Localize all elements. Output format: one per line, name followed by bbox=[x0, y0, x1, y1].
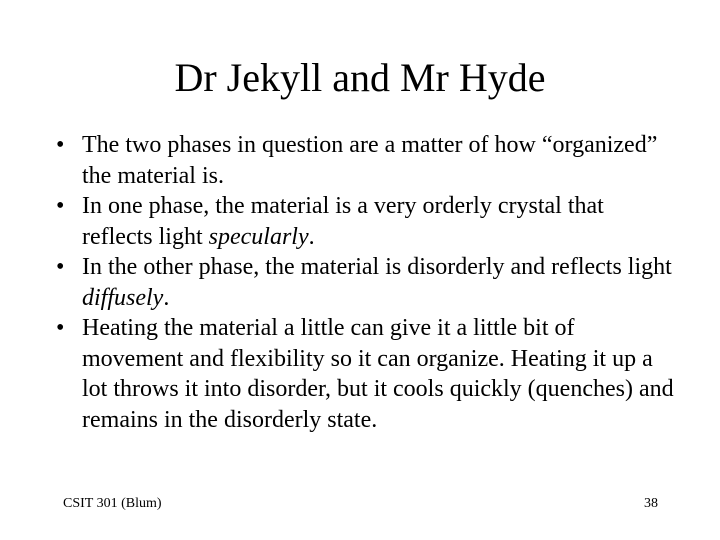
bullet-text bbox=[82, 132, 657, 189]
bullet-item-2 bbox=[56, 191, 676, 252]
bullet-text bbox=[82, 254, 672, 311]
bullet-text-main: In one phase, the material is a very orderly crystal that reflects light bbox=[82, 193, 604, 250]
page-number: 38 bbox=[644, 496, 658, 511]
bullet-icon: • bbox=[56, 254, 65, 280]
bullet-text-emphasis: specularly bbox=[208, 223, 309, 250]
bullet-icon: • bbox=[56, 132, 65, 158]
bullet-item-1 bbox=[56, 130, 676, 191]
footer-course-label: CSIT 301 (Blum) bbox=[63, 496, 162, 511]
bullet-icon: • bbox=[56, 315, 65, 341]
bullet-icon: • bbox=[56, 193, 65, 219]
bullet-text bbox=[82, 315, 674, 433]
slide-title: Dr Jekyll and Mr Hyde bbox=[174, 55, 546, 100]
bullet-text-main: Heating the material a little can give it a little bit of movement and flexibility so it can organize. Heating it up a lot throws it into disorder, but it cools quickly (quenches) and remains in the disorderly state. bbox=[82, 315, 674, 433]
bullet-text bbox=[82, 193, 604, 250]
bullet-text-emphasis: diffusely bbox=[82, 284, 164, 311]
bullet-item-3 bbox=[56, 252, 676, 313]
bullet-item-4 bbox=[56, 313, 676, 435]
bullet-text-main: The two phases in question are a matter of how “organized” the material is. bbox=[82, 132, 658, 189]
bullet-list bbox=[56, 130, 676, 435]
bullet-text-tail: . bbox=[308, 223, 315, 250]
bullet-text-main: In the other phase, the material is disorderly and reflects light bbox=[82, 254, 672, 280]
bullet-text-tail: . bbox=[163, 284, 170, 311]
